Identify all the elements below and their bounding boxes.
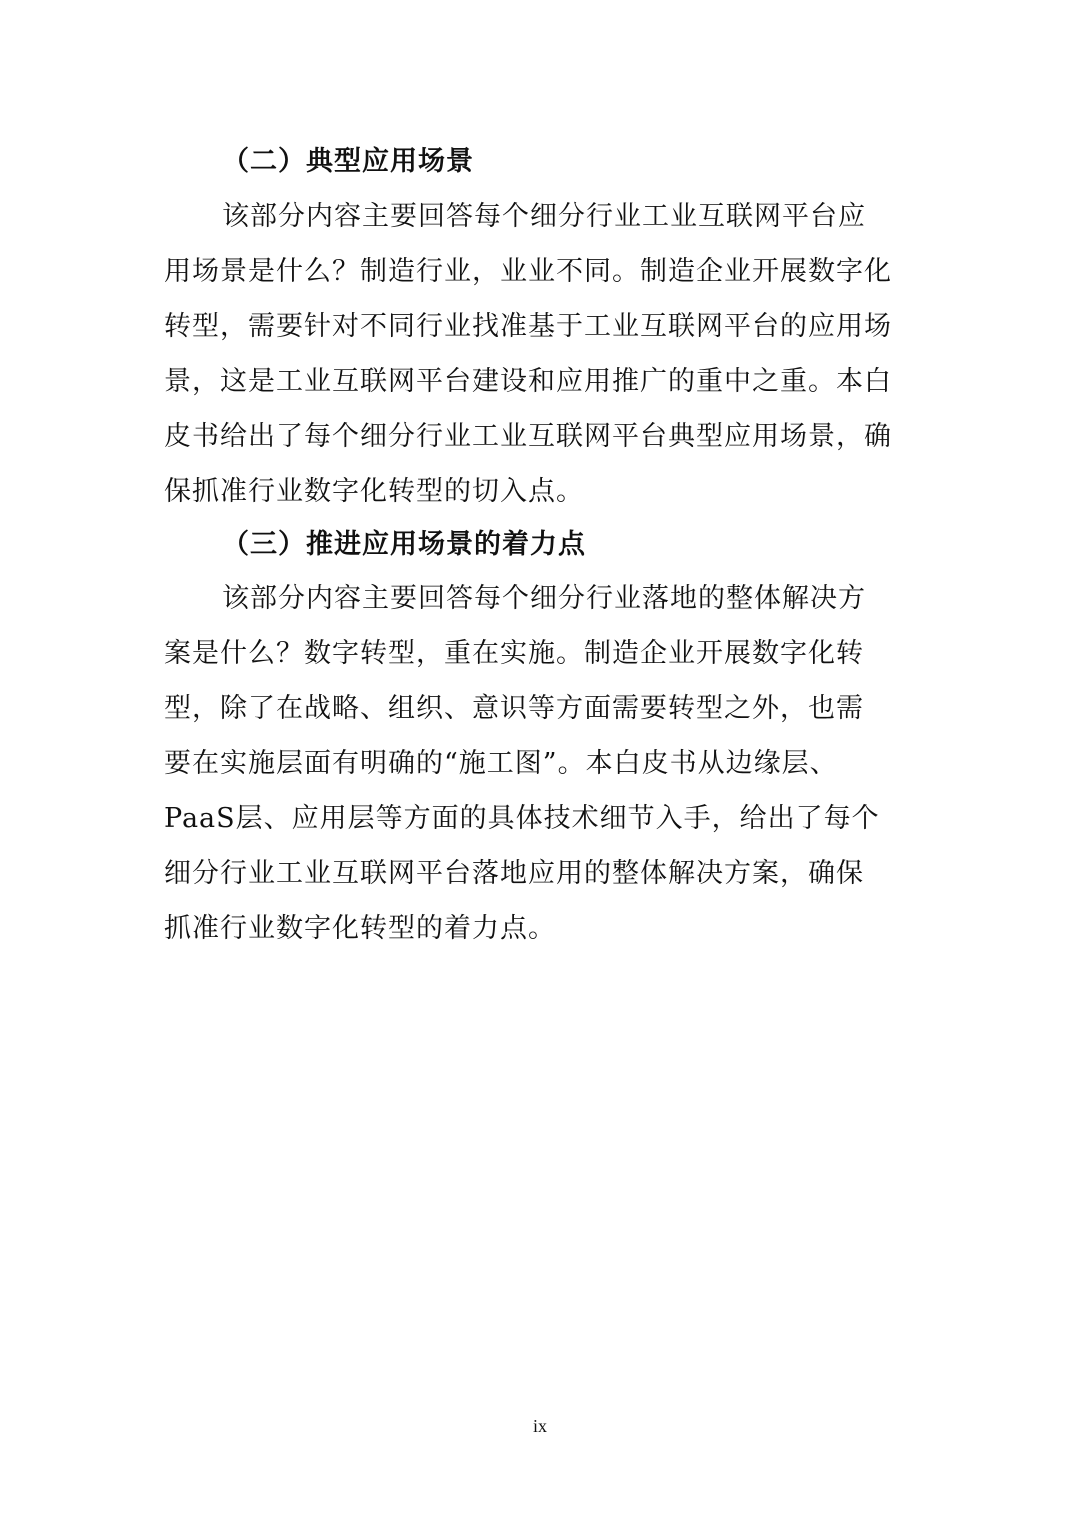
paragraph-line: 保抓准行业数字化转型的切入点。 [164,476,584,507]
paragraph-line: 该部分内容主要回答每个细分行业工业互联网平台应 [222,201,866,232]
paragraph-line: 细分行业工业互联网平台落地应用的整体解决方案，确保 [164,858,864,889]
paragraph-line: 转型，需要针对不同行业找准基于工业互联网平台的应用场 [164,311,892,342]
paragraph-line: 景，这是工业互联网平台建设和应用推广的重中之重。本白 [164,366,892,397]
section-heading-typical-scenarios: （二）典型应用场景 [222,146,474,177]
page-number: ix [532,1416,547,1436]
paragraph-line: 用场景是什么？制造行业，业业不同。制造企业开展数字化 [164,256,892,287]
paragraph-line: 抓准行业数字化转型的着力点。 [164,913,556,944]
paragraph-line: PaaS层、应用层等方面的具体技术细节入手，给出了每个 [164,803,880,834]
paragraph-line: 皮书给出了每个细分行业工业互联网平台典型应用场景，确 [164,421,892,452]
section-heading-focus-points: （三）推进应用场景的着力点 [222,529,586,560]
paragraph-line: 型，除了在战略、组织、意识等方面需要转型之外，也需 [164,693,864,724]
paragraph-line: 案是什么？数字转型，重在实施。制造企业开展数字化转 [164,638,864,669]
paragraph-line: 要在实施层面有明确的“施工图”。本白皮书从边缘层、 [164,748,838,779]
paragraph-line: 该部分内容主要回答每个细分行业落地的整体解决方 [222,583,866,614]
